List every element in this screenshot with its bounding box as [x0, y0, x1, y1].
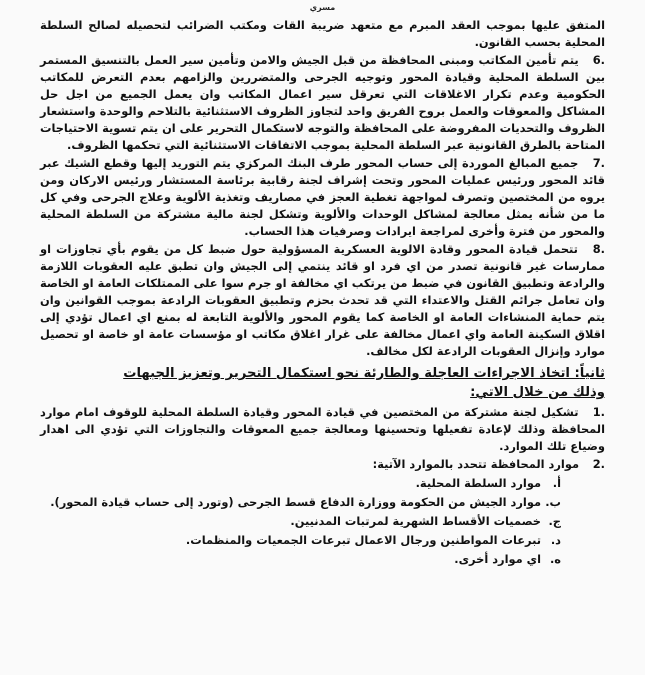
paragraph-8	[40, 241, 605, 360]
item-text: موارد المحافظة تتحدد بالموارد الآتية:	[372, 457, 580, 471]
paragraph-number: 8.	[592, 242, 606, 256]
paragraph-number: 7.	[592, 156, 605, 170]
paragraph-6	[40, 52, 605, 154]
item-number: 1.	[592, 405, 606, 419]
paragraph-text: تتحمل قيادة المحور وقادة الالوية العسكرية المسؤولية حول ضبط كل من يقوم بأي تجاوزات او ممارسات غير قانونية تصدر من اي فرد او قائد ينتمي إلى الجيش وان تطبق عليه العقوبات اللازمة والرادعة وتطبيق القانون في ضبط من يرتكب اي مخالفة او جرم سوا على الممتلكات العامة او الخاصة وان تعامل جرائم القتل والاعتداء التي قد تحدث بحزم وتطبيق العقوبات الرادعة بموجب القوانين وان يتم حماية المنشاءات العامة او الخاصة كما يقوم المحور والألوية التابعة له بمنع اي اعمال تؤدي إلى اقلاق السكينة العامة واي اعمال مخالفة على غرار اغلاق مكاتب او مؤسسات عامة او خاصة او تحصيل موارد وإنزال العقوبات الرادعة لكل مخالف.	[40, 242, 605, 358]
paragraph-text: المتفق عليها بموجب العقد المبرم مع متعهد ضريبة القات ومكتب الضرائب لتحصيله لصالح السلطة المحلية بحسب القانون.	[40, 18, 605, 49]
section-2-title: : اتخاذ الاجراءات العاجلة والطارئة نحو استكمال التحرير وتعزيز الجبهات	[123, 366, 580, 381]
section-2-subtitle: وذلك من خلال الاتي:	[470, 385, 605, 400]
paragraph-number: 6.	[592, 53, 605, 67]
resource-letter: أ.	[552, 476, 561, 490]
resource-item-d	[40, 532, 605, 549]
resource-text: خصميات الأقساط الشهرية لمرتبات المدنيين.	[290, 514, 542, 528]
item-text: تشكيل لجنة مشتركة من المختصين في قيادة المحور وقيادة السلطة المحلية للوقوف امام موارد المحافظة وذلك لإعادة تفعيلها وتحسينها ومعالجة جميع المعوقات والتجاوزات التي تؤدي الى اهدار وضياع تلك الموارد.	[40, 405, 605, 453]
resource-item-c	[40, 513, 605, 530]
resource-letter: د.	[550, 533, 561, 547]
resource-text: اي موارد أخرى.	[454, 552, 542, 566]
paragraph-text: يتم تأمين المكاتب ومبنى المحافظة من قبل الجيش والامن وتأمين سير العمل بالتنسيق المستمر بين السلطة المحلية وقيادة المحور وتوجيه الجرحى والمتضررين والزامهم بعدم التعرض للمكاتب الحكومية وعدم تكرار الاغلاقات التي تعرقل سير اعمال المكاتب وان يعمل الجميع من اجل حل المشاكل والمعوقات والعمل بروح الفريق واحد لتجاوز الظروف الاستثنائية بالتلاحم والوحدة واستشعار الظروف والتحديات المفروضة على المحافظة والتوجه لاستكمال التحرير على ان يتم تسوية الاحتياجات المتاحة بالطرق القانونية عبر السلطة المحلية بموجب الاتفاقات الاستثنائية التي تحكمها الظروف.	[40, 53, 605, 152]
document-body	[40, 17, 605, 568]
paragraph-text: جميع المبالغ الموردة إلى حساب المحور طرف البنك المركزي يتم التوريد إليها وقطع الشيك عبر قائد المحور ورئيس عمليات المحور وتحت إشراف لجنة رقابية برئاسة المستشار ورئيس الاركان ومن يروه من المختصين وتصرف لمواجهة تغطية العجز في مصاريف وتغذية الألوية وعلاج الجرحى وفي كل ما من شأنه يمثل معالجة لمشاكل الوحدات والألوية وتشكل لجنة مالية مشتركة من السلطة المحلية والمحور من فترة وأخرى لمراجعة ايرادات وصرفيات هذا الحساب.	[40, 156, 605, 238]
paragraph-continuation	[40, 17, 605, 51]
item-number: 2.	[592, 457, 605, 471]
section-2-label: ثانياً	[579, 366, 605, 381]
resource-letter: ه.	[549, 552, 561, 566]
resource-item-a	[40, 475, 605, 492]
page-header: مسري	[309, 3, 336, 12]
resource-text: موارد الجيش من الحكومة ووزارة الدفاع قسط الجرحى (وتورد إلى حساب قيادة المحور).	[50, 495, 542, 509]
resource-item-e	[40, 551, 605, 568]
section-2-item-1	[40, 404, 605, 455]
paragraph-7	[40, 155, 605, 240]
resource-item-b	[40, 494, 605, 511]
resource-text: تبرعات المواطنين ورجال الاعمال تبرعات الجمعيات والمنظمات.	[185, 533, 542, 547]
resource-letter: ج.	[548, 514, 561, 528]
resource-text: موارد السلطة المحلية.	[415, 476, 542, 490]
section-2-item-2	[40, 456, 605, 473]
resource-letter: ب.	[545, 495, 561, 509]
section-2-heading	[40, 364, 605, 383]
